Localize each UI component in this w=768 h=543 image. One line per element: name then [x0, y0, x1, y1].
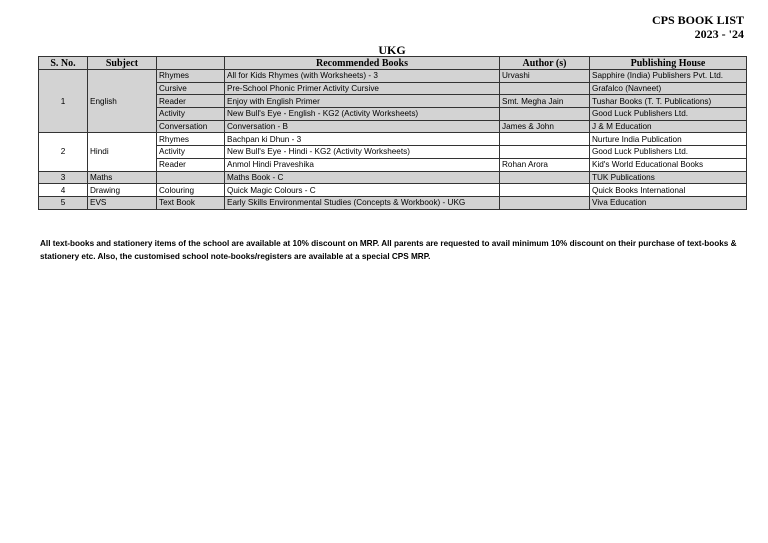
author-cell — [500, 146, 590, 159]
publisher-cell: Sapphire (India) Publishers Pvt. Ltd. — [590, 70, 747, 83]
publisher-cell: J & M Education — [590, 120, 747, 133]
author-cell — [500, 82, 590, 95]
book-title-cell: Pre-School Phonic Primer Activity Cursive — [225, 82, 500, 95]
subject-cell: Maths — [88, 171, 157, 184]
book-list-table — [38, 56, 747, 210]
header-sno: S. No. — [39, 57, 88, 70]
category-cell: Reader — [157, 95, 225, 108]
subject-cell: English — [88, 70, 157, 133]
table-row — [39, 184, 747, 197]
category-cell — [157, 171, 225, 184]
author-cell: Smt. Megha Jain — [500, 95, 590, 108]
category-cell: Reader — [157, 158, 225, 171]
serial-number-cell: 4 — [39, 184, 88, 197]
discount-note: All text-books and stationery items of the school are available at 10% discount on MRP. All parents are requested to avail minimum 10% discount on their purchase of text-books & stationery etc. Also, the customised school note-books/registers are available at a special CPS MRP. — [40, 239, 737, 261]
document-header — [652, 13, 744, 41]
publisher-cell: Good Luck Publishers Ltd. — [590, 108, 747, 121]
publisher-cell: TUK Publications — [590, 171, 747, 184]
publisher-cell: Kid's World Educational Books — [590, 158, 747, 171]
header-subject: Subject — [88, 57, 157, 70]
book-title-cell: Quick Magic Colours - C — [225, 184, 500, 197]
subject-cell: Hindi — [88, 133, 157, 171]
serial-number-cell: 3 — [39, 171, 88, 184]
header-recommended-books: Recommended Books — [225, 57, 500, 70]
publisher-cell: Quick Books International — [590, 184, 747, 197]
author-cell: James & John — [500, 120, 590, 133]
category-cell: Colouring — [157, 184, 225, 197]
table-row — [39, 171, 747, 184]
category-cell: Activity — [157, 108, 225, 121]
category-cell: Activity — [157, 146, 225, 159]
academic-session: 2023 - '24 — [694, 27, 744, 41]
book-title-cell: New Bull's Eye - English - KG2 (Activity Worksheets) — [225, 108, 500, 121]
author-cell — [500, 133, 590, 146]
category-cell: Cursive — [157, 82, 225, 95]
header-publishing-house: Publishing House — [590, 57, 747, 70]
book-title-cell: Maths Book - C — [225, 171, 500, 184]
document-title: CPS BOOK LIST — [651, 13, 744, 27]
publisher-cell: Nurture India Publication — [590, 133, 747, 146]
publisher-cell: Viva Education — [590, 196, 747, 209]
header-author: Author (s) — [500, 57, 590, 70]
author-cell: Rohan Arora — [500, 158, 590, 171]
class-label: UKG — [378, 43, 406, 57]
category-cell: Rhymes — [157, 70, 225, 83]
table-header-row — [39, 57, 747, 70]
serial-number-cell: 1 — [39, 70, 88, 133]
subject-cell: EVS — [88, 196, 157, 209]
book-title-cell: Conversation - B — [225, 120, 500, 133]
author-cell — [500, 196, 590, 209]
book-title-cell: New Bull's Eye - Hindi - KG2 (Activity Worksheets) — [225, 146, 500, 159]
publisher-cell: Tushar Books (T. T. Publications) — [590, 95, 747, 108]
publisher-cell: Good Luck Publishers Ltd. — [590, 146, 747, 159]
table-row — [39, 196, 747, 209]
serial-number-cell: 2 — [39, 133, 88, 171]
author-cell — [500, 108, 590, 121]
category-cell: Text Book — [157, 196, 225, 209]
author-cell: Urvashi — [500, 70, 590, 83]
table-row — [39, 133, 747, 146]
table-body — [39, 70, 747, 210]
table-row — [39, 70, 747, 83]
author-cell — [500, 184, 590, 197]
publisher-cell: Grafalco (Navneet) — [590, 82, 747, 95]
book-title-cell: Bachpan ki Dhun - 3 — [225, 133, 500, 146]
book-title-cell: Enjoy with English Primer — [225, 95, 500, 108]
book-title-cell: Early Skills Environmental Studies (Concepts & Workbook) - UKG — [225, 196, 500, 209]
author-cell — [500, 171, 590, 184]
header-category — [157, 57, 225, 70]
category-cell: Rhymes — [157, 133, 225, 146]
category-cell: Conversation — [157, 120, 225, 133]
subject-cell: Drawing — [88, 184, 157, 197]
book-title-cell: All for Kids Rhymes (with Worksheets) - 3 — [225, 70, 500, 83]
book-title-cell: Anmol Hindi Praveshika — [225, 158, 500, 171]
serial-number-cell: 5 — [39, 196, 88, 209]
